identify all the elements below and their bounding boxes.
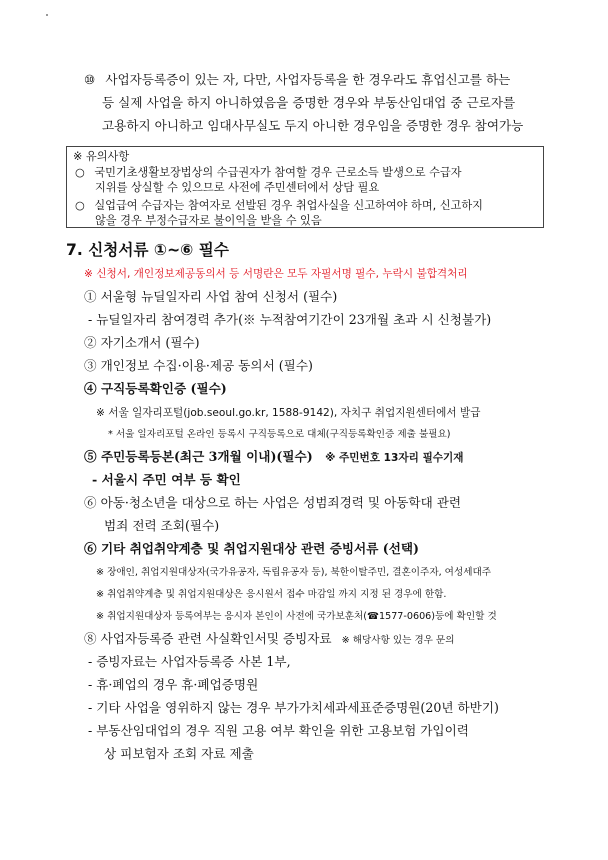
doc-item-7-note-2: ※ 취업취약계층 및 취업지원대상은 응시원서 접수 마감일 까지 지정 된 경우에 한함. (96, 589, 447, 600)
notice-box (66, 146, 544, 228)
doc-item-8-sub-1: - 증빙자료는 사업자등록증 사본 1부, (88, 654, 291, 669)
doc-item-8-sub-3: - 기타 사업을 영위하지 않는 경우 부가가치세과세표준증명원(20년 하반기) (88, 700, 499, 715)
notice-item-1-line-1: ○ 국민기초생활보장법상의 수급권자가 참여할 경우 근로소득 발생으로 수급자 (75, 166, 462, 179)
section-7-warning: ※ 신청서, 개인정보제공동의서 등 서명란은 모두 자필서명 필수, 누락시 불합격처리 (84, 268, 468, 280)
item-10-line-2: 등 실제 사업을 하지 아니하였음을 증명한 경우와 부동산임대업 중 근로자를 (102, 95, 516, 110)
notice-item-2-line-2: 않을 경우 부정수급자로 불이익을 받을 수 있음 (95, 214, 322, 227)
doc-item-5-sub: - 서울시 주민 여부 등 확인 (92, 472, 241, 487)
section-7-title: 7. 신청서류 ①~⑥ 필수 (66, 241, 229, 259)
doc-item-6-line-1: ⑥ 아동·청소년을 대상으로 하는 사업은 성범죄경력 및 아동학대 관련 (84, 495, 462, 510)
doc-item-8-note: ※ 해당사항 있는 경우 문의 (341, 635, 455, 646)
doc-item-8-sub-4-line-2: 상 피보험자 조회 자료 제출 (104, 746, 254, 761)
notice-item-2-line-1: ○ 실업급여 수급자는 참여자로 선발된 경우 취업사실을 신고하여야 하며, 신고하지 (75, 199, 483, 212)
doc-item-5 (84, 449, 464, 466)
doc-item-4: ④ 구직등록확인증 (필수) (84, 381, 227, 396)
notice-bullet: ○ (75, 199, 85, 212)
doc-item-8-sub-2: - 휴·폐업의 경우 휴·폐업증명원 (88, 677, 259, 692)
doc-item-6-line-2: 범죄 전력 조회(필수) (104, 518, 220, 533)
item-10-line-1 (84, 72, 510, 88)
doc-item-7-note-3: ※ 취업지원대상자 등록여부는 응시자 본인이 사전에 국가보훈처(☎1577-0606)등에 확인할 것 (96, 611, 497, 622)
doc-item-7: ⑥ 기타 취업취약계층 및 취업지원대상 관련 증빙서류 (선택) (84, 541, 420, 556)
doc-item-8 (84, 631, 455, 649)
doc-item-8-sub-4-line-1: - 부동산임대업의 경우 직원 고용 여부 확인을 위한 고용보험 가입이력 (88, 723, 469, 738)
doc-item-5-note: ※ 주민번호 13자리 필수기재 (325, 452, 464, 464)
doc-item-5-main: ⑤ 주민등록등본(최근 3개월 이내)(필수) (84, 449, 313, 464)
doc-item-8-main: ⑧ 사업자등록증 관련 사실확인서및 증빙자료 (84, 631, 332, 646)
doc-item-1: ① 서울형 뉴딜일자리 사업 참여 신청서 (필수) (84, 289, 338, 304)
doc-item-3: ③ 개인정보 수집·이용·제공 동의서 (필수) (84, 358, 313, 373)
item-10-line-3: 고용하지 아니하고 임대사무실도 두지 아니한 경우임을 증명한 경우 참여가능 (102, 118, 524, 133)
doc-item-7-note-1: ※ 장애인, 취업지원대상자(국가유공자, 독립유공자 등), 북한이탈주민, 결혼이주자, 여성세대주 (96, 567, 492, 578)
doc-item-1-sub: - 뉴딜일자리 참여경력 추가(※ 누적참여기간이 23개월 초과 시 신청불가) (88, 312, 492, 327)
notice-bullet: ○ (75, 166, 85, 179)
notice-title: ※ 유의사항 (73, 150, 130, 163)
item-10-text-1: 사업자등록증이 있는 자, 다만, 사업자등록을 한 경우라도 휴업신고를 하는 (105, 72, 511, 87)
doc-item-2: ② 자기소개서 (필수) (84, 335, 200, 350)
scan-speck (46, 14, 48, 16)
doc-item-4-note-2: * 서울 일자리포털 온라인 등록시 구직등록으로 대체(구직등록확인증 제출 불필요) (108, 429, 451, 440)
doc-item-4-note-1: ※ 서울 일자리포털(job.seoul.go.kr, 1588-9142), 자치구 취업지원센터에서 발급 (96, 407, 481, 419)
notice-item-1-line-2: 지위를 상실할 수 있으므로 사전에 주민센터에서 상담 필요 (95, 181, 380, 194)
item-10-mark: ⑩ (84, 72, 96, 87)
